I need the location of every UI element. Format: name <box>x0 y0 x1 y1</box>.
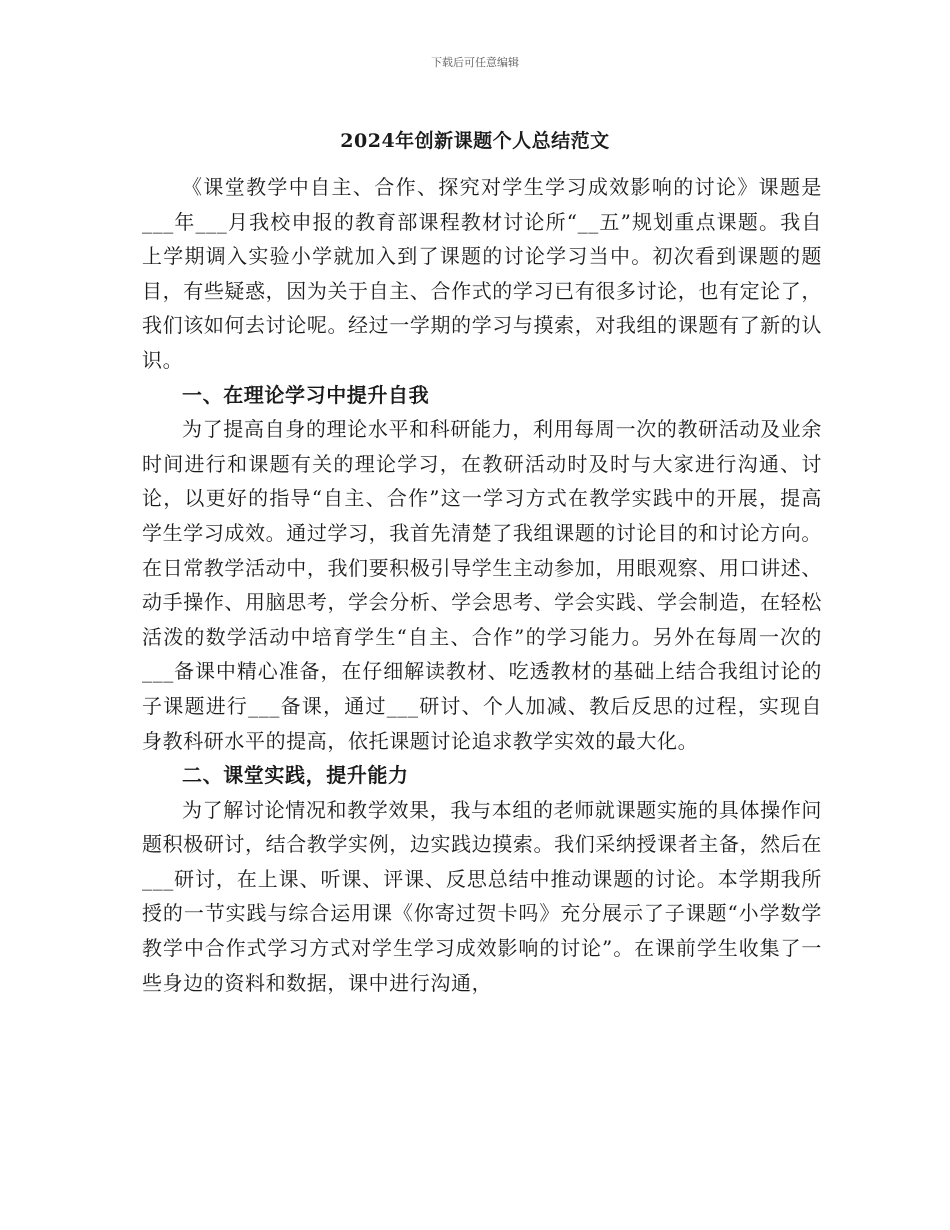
intro-paragraph: 《课堂教学中自主、合作、探究对学生学习成效影响的讨论》课题是___年___月我校申报的教育部课程教材讨论所“__五”规划重点课题。我自上学期调入实验小学就加入到了课题的讨论学习当中。初次看到课题的题目，有些疑惑，因为关于自主、合作式的学习已有很多讨论，也有定论了，我们该如何去讨论呢。经过一学期的学习与摸索，对我组的课题有了新的认识。 <box>142 175 822 372</box>
header-note: 下载后可任意编辑 <box>431 56 519 69</box>
document-title: 2024年创新课题个人总结范文 <box>340 130 610 152</box>
section-2-paragraph: 为了解讨论情况和教学效果，我与本组的老师就课题实施的具体操作问题积极研讨，结合教学实例，边实践边摸索。我们采纳授课者主备，然后在___研讨，在上课、听课、评课、反思总结中推动课题的讨论。本学期我所授的一节实践与综合运用课《你寄过贺卡吗》充分展示了子课题“小学数学教学中合作式学习方式对学生学习成效影响的讨论”。在课前学生收集了一些身边的资料和数据，课中进行沟通， <box>142 797 822 995</box>
section-2-heading: 二、课堂实践，提升能力 <box>182 763 409 788</box>
section-1-paragraph: 为了提高自身的理论水平和科研能力，利用每周一次的教研活动及业余时间进行和课题有关的理论学习，在教研活动时及时与大家进行沟通、讨论，以更好的指导“自主、合作”这一学习方式在教学实践中的开展，提高学生学习成效。通过学习，我首先清楚了我组课题的讨论目的和讨论方向。在日常教学活动中，我们要积极引导学生主动参加，用眼观察、用口讲述、动手操作、用脑思考，学会分析、学会思考、学会实践、学会制造，在轻松活泼的数学活动中培育学生“自主、合作”的学习能力。另外在每周一次的___备课中精心准备，在仔细解读教材、吃透教材的基础上结合我组讨论的子课题进行___备课，通过___研讨、个人加减、教后反思的过程，实现自身教科研水平的提高，依托课题讨论追求教学实效的最大化。 <box>142 417 822 753</box>
section-1-heading: 一、在理论学习中提升自我 <box>182 382 430 407</box>
document-body <box>142 170 822 1000</box>
